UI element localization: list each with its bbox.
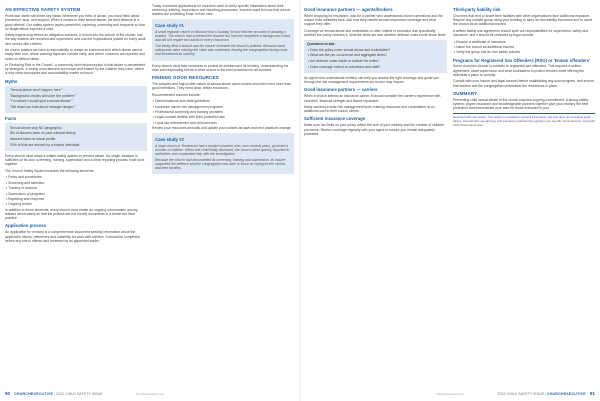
list-item: • Reporting and response	[6, 197, 45, 202]
list-item: • Professional screening and training providers	[153, 110, 223, 115]
site-url[interactable]: churchexecutive.com	[435, 392, 464, 396]
site-url[interactable]: churchexecutive.com	[135, 392, 165, 396]
case-study-title: Case study #2	[155, 136, 184, 142]
paragraph: The Church Safety System includes the following elements:	[5, 168, 95, 173]
paragraph: Churches that rent or share their facilities with other organizations face additional exposure. Require any outside group using your building to carry its own liability insurance and to name the church as an additional insured.	[453, 13, 593, 27]
fact-item: 90% of kids are abused by a trusted individual.	[10, 142, 81, 147]
section-heading: FINDING GOOD RESOURCES	[152, 74, 219, 80]
list-item: • Screening and selection	[6, 180, 45, 185]
myth-item: "Sexual abuse won't happen here."	[10, 88, 63, 93]
paragraph: When a church selects an insurance carrier, it should consider the carrier's experience with churches, financial strength and claims reputation.	[304, 94, 441, 103]
list-item: • Ongoing review	[6, 202, 32, 207]
column-4	[453, 4, 595, 127]
facts-heading: Facts	[5, 116, 17, 122]
paragraph: Make sure the limits on your policy reflect the size of your ministry and the number of children you serve. Review coverage regularly with your agent to ensure you remain adequately protected.	[304, 123, 445, 136]
section-heading: Sufficient insurance coverage	[304, 116, 366, 122]
paragraph: In addition to these elements, every church must create an ongoing conversation among leaders about safety so that the policies are not merely documents in a binder but lived practice.	[5, 207, 138, 221]
case-study-title: Case study #1	[155, 22, 184, 28]
paragraph: A small regional church in Missouri had a Sunday School teacher accused of abusing a student. The church had screened the teacher but had not completed a background check and did not require two adults in every classroom.	[155, 29, 291, 43]
fact-item: Abusers have no visual profile.	[10, 137, 57, 142]
paragraph: Every church must take measures to protect its children and its ministry. Understanding the risks and responding before a crisis occurs is the best protection for all involved.	[152, 63, 289, 72]
list-item: • Name the church as additional insured	[454, 44, 515, 49]
myths-heading: Myths	[5, 78, 18, 84]
list-item: • Verify the group has its own safety policies	[454, 50, 521, 55]
list-item: • Does coverage extend to volunteers and staff?	[308, 64, 381, 69]
box-title: Questions to ask:	[307, 42, 336, 47]
paragraph: Consult with your insurer and legal counsel before establishing any such program, and ensure that leaders and the congregation understand the restrictions in place.	[453, 79, 594, 88]
references: Reprinted with permission. This article is provided for general information only and does not constitute legal advice. Consult with your attorney and insurance professional regarding your specific circumstances. Copyright 2022 Church Executive.	[453, 115, 595, 127]
section-heading: Good insurance partners — agents/brokers	[304, 7, 393, 12]
issue-label: 2022 CHILD SAFETY ISSUE	[56, 392, 103, 396]
list-item: • What are the per-occurrence and aggregate limits?	[308, 53, 387, 58]
myth-item: "We teach our kids about 'stranger danger.'"	[10, 105, 76, 110]
separator: |	[544, 392, 547, 396]
paragraph: Recommended sources include:	[152, 92, 201, 97]
column-2	[152, 4, 294, 177]
page-gutter	[299, 0, 301, 401]
list-item: • Legal counsel familiar with child protection law	[153, 115, 225, 120]
paragraph: An application for ministry is a comprehensive document seeking information about the applicant's history, references and suitability for work with children. It should be completed before any role is offered and reviewed by an appointed leader.	[5, 230, 140, 243]
section-heading: Application process	[5, 223, 47, 229]
paragraph: Review your resources annually and update your policies as laws and best practices change.	[152, 126, 292, 131]
myth-item: "Background checks will solve the problem."	[10, 93, 77, 98]
myths-box	[5, 86, 147, 114]
case-study-box	[152, 19, 294, 61]
paragraph: Because the church had documented its screening, training and supervision, its insurer supported the defence and the congregation was able to focus on caring for the victims and their families.	[155, 157, 286, 171]
brand-name: CHURCHEXECUTIVE	[546, 392, 586, 396]
page-number: 90	[5, 391, 11, 396]
paragraph: The family filed a lawsuit and the insurer reviewed the church's policies. Because basic safeguards were missing the claim was contested, leaving the congregation facing costs that threatened its ministry.	[155, 43, 288, 57]
list-item: • Require a certificate of insurance	[454, 39, 506, 44]
brand-name: CHURCHEXECUTIVE	[14, 392, 54, 396]
list-item: • Does the policy cover sexual abuse and molestation?	[308, 47, 391, 52]
fact-item: Sexual abuse stop NO geographic.	[10, 125, 63, 130]
list-item: • Insurance carrier risk management programs	[153, 104, 223, 109]
paragraph: A large church in Tennessee had a trusted volunteer who, over several years, groomed a number of children. When one child finally disclosed, the church acted quickly, reported to authorities and cooperated fully with the investigation.	[155, 143, 290, 156]
case-study-box	[152, 133, 294, 175]
list-item: • Are defence costs inside or outside the limits?	[308, 59, 379, 64]
paragraph: Safety begins long before an allegation surfaces. It is built into the culture of the church, into the way leaders are recruited and supervised, and into the expectations placed on every adult who serves with children.	[5, 33, 146, 46]
paragraph: An agent who understands ministry can help you assess the right coverage and guide you through the risk management requirements an insurer may require.	[304, 76, 439, 85]
column-1	[5, 4, 147, 245]
list-item: • Policy and procedures	[6, 175, 42, 180]
list-item: • Supervision of programs	[6, 191, 45, 196]
paragraph: Today, insurance applications for churches seek to verify specific information about their screening, training, supervision and reporting procedures. Insurers want to know that church leaders are protecting those in their care.	[152, 4, 291, 17]
paragraph: Every church must adopt a written safety system to prevent abuse. No single measure is sufficient on its own; screening, training, supervision and a clear reporting process must work together.	[5, 154, 145, 167]
paragraph: In 'Reducing Risk in the Church', a commonly held misconception is that abuse is perpetrated by strangers. In reality most abusers are known and trusted by the children they harm, which is why clear boundaries and accountability matter so much.	[5, 63, 146, 76]
list-item: • Denominational and state guidelines	[153, 99, 210, 104]
section-heading: Good insurance partners — carriers	[304, 87, 378, 93]
footer-left	[5, 390, 295, 398]
section-heading: AN EFFECTIVE SAFETY SYSTEM	[5, 7, 81, 12]
column-3	[304, 4, 447, 138]
summary-heading: SUMMARY	[453, 90, 478, 96]
paragraph: Coverage for sexual abuse and molestation is often limited or excluded. Ask specifically whether the policy includes it, what the limits are and whether defence costs erode those limits.	[304, 28, 447, 38]
myth-item: "I'm certain I would spot a sexual abuser."	[10, 99, 73, 104]
section-heading: Programs for Registered Sex Offenders (RSO) or 'known offenders'	[453, 57, 591, 63]
fact-item: 8% of abusers have no past criminal history.	[10, 131, 77, 136]
paragraph: The complex and high profile nature of sexual abuse cases means churches need more than good intentions. They need clear, tested resources.	[152, 82, 292, 91]
page-number: 91	[589, 391, 595, 396]
paragraph: Some churches choose to minister to registered sex offenders. This requires a written agreement, close supervision and clear boundaries to protect children while offering the individual a place to worship.	[453, 64, 585, 77]
questions-box	[304, 40, 447, 74]
separator: |	[54, 392, 57, 396]
paragraph: As church leaders we have a responsibility to create an environment in which abuse cannot easily take root, where warning signs are noticed early, and where concerns are reported and acted on without delay.	[5, 48, 145, 61]
list-item: • Training of workers	[6, 186, 37, 191]
paragraph: Preventing child sexual abuse in the church requires ongoing commitment. A strong safety system, proper insurance and knowledgeable partners together give your ministry the best protection and demonstrate your care for those entrusted to you.	[453, 97, 589, 111]
issue-label: 2022 CHILD SAFETY ISSUE	[497, 392, 544, 396]
paragraph: When shopping for insurance, look for a partner who understands church operations and the unique risks ministries face. Ask how they handle sexual misconduct coverage and what support they offer.	[304, 13, 443, 27]
paragraph: Many carriers provide risk management tools, training resources and consultation at no additional cost to their church clients.	[304, 105, 435, 114]
paragraph: Protection starts with three key ideas: Whenever you think of abuse, you must think about prevention, stop, and support. When it comes to child sexual abuse, the best defence is a good offence. Our safety system layers prevention, reporting, screening and response so that no single failure exposes a child.	[5, 14, 145, 31]
section-heading: Third-party liability risk	[453, 7, 501, 12]
footer-right	[304, 390, 595, 398]
list-item: • Local law enforcement and child services	[153, 120, 217, 125]
paragraph: A written facility use agreement should spell out responsibilities for supervision, safety and insurance, and it should be reviewed by legal counsel.	[453, 28, 589, 38]
facts-box	[5, 123, 147, 151]
